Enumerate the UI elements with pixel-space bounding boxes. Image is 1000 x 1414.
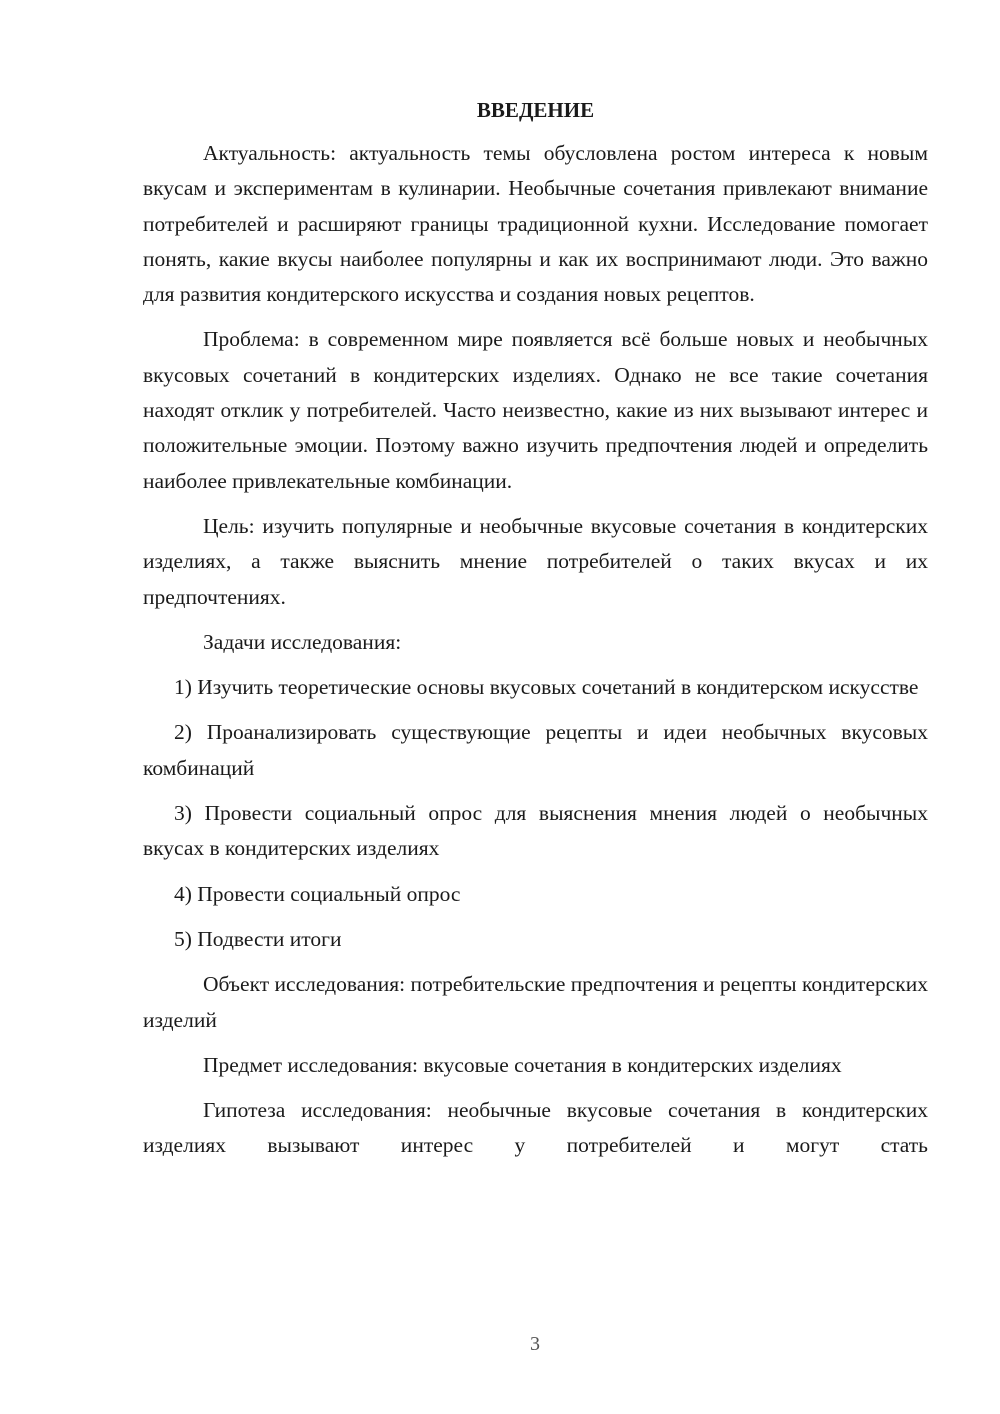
task-item-5: 5) Подвести итоги [174, 926, 342, 951]
document-page [143, 94, 928, 1164]
object-paragraph: Объект исследования: потребительские предпочтения и рецепты кондитерских изделий [143, 972, 928, 1032]
task-item-3: 3) Провести социальный опрос для выяснения мнения людей о необычных вкусах в кондитерских изделиях [143, 801, 928, 861]
goal-paragraph: Цель: изучить популярные и необычные вкусовые сочетания в кондитерских изделиях, а также выяснить мнение потребителей о таких вкусах и их предпочтениях. [143, 513, 928, 609]
task-item-4: 4) Провести социальный опрос [174, 881, 461, 906]
relevance-paragraph: Актуальность: актуальность темы обусловлена ростом интереса к новым вкусам и экспериментам в кулинарии. Необычные сочетания привлекают внимание потребителей и расширяют границы традиционной кухни. Исследование помогает понять, какие вкусы наиболее популярны и как их воспринимают люди. Это важно для развития кондитерского искусства и создания новых рецептов. [143, 141, 928, 307]
problem-paragraph: Проблема: в современном мире появляется всё больше новых и необычных вкусовых сочетаний в кондитерских изделиях. Однако не все такие сочетания находят отклик у потребителей. Часто неизвестно, какие из них вызывают интерес и положительные эмоции. Поэтому важно изучить предпочтения людей и определить наиболее привлекательные комбинации. [143, 327, 928, 493]
section-title: ВВЕДЕНИЕ [476, 98, 595, 122]
page-number: 3 [530, 1333, 540, 1355]
task-item-1: 1) Изучить теоретические основы вкусовых сочетаний в кондитерском искусстве [174, 675, 919, 700]
hypothesis-paragraph: Гипотеза исследования: необычные вкусовые сочетания в кондитерских изделиях вызывают интерес у потребителей и могут стать [143, 1098, 928, 1158]
task-item-2: 2) Проанализировать существующие рецепты и идеи необычных вкусовых комбинаций [143, 720, 928, 780]
tasks-heading: Задачи исследования: [203, 629, 402, 654]
subject-paragraph: Предмет исследования: вкусовые сочетания в кондитерских изделиях [203, 1052, 842, 1077]
